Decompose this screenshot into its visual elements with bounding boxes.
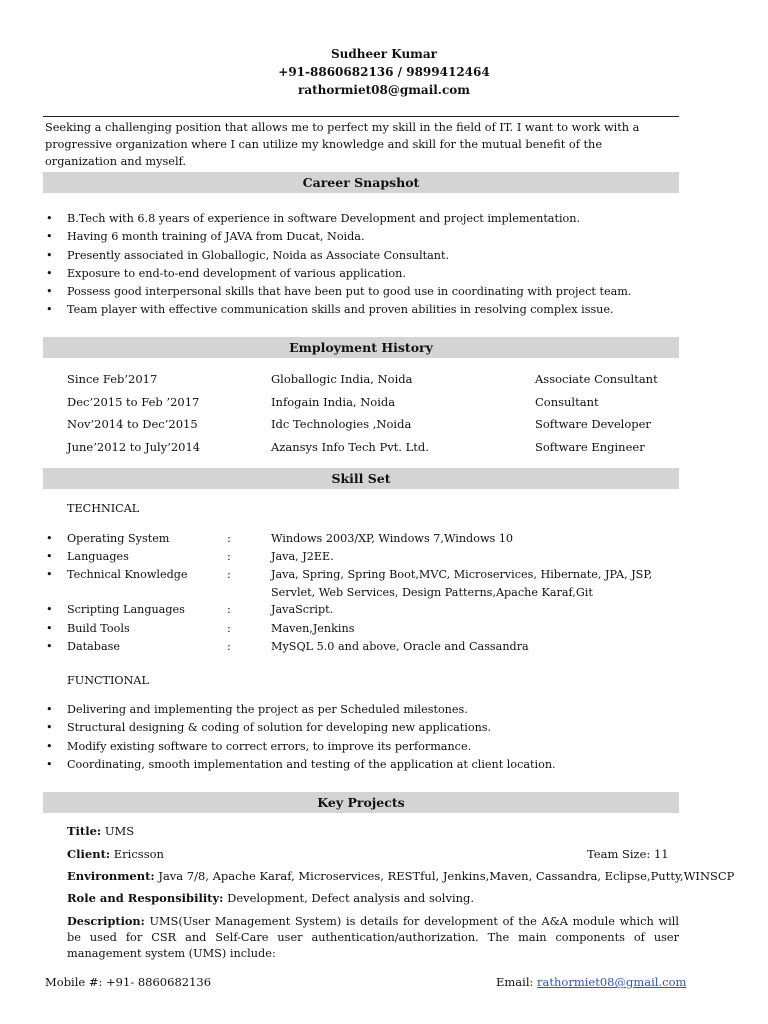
section-key-projects: Key Projects xyxy=(43,792,679,813)
bullet-icon: • xyxy=(46,550,53,563)
team-size-value: 11 xyxy=(650,847,669,861)
footer-mobile xyxy=(45,975,211,989)
employment-row xyxy=(67,372,687,392)
functional-label: FUNCTIONAL xyxy=(67,674,149,687)
project-title xyxy=(67,824,134,838)
employment-role: Software Engineer xyxy=(535,440,645,454)
skill-colon: : xyxy=(227,603,231,616)
bullet-icon: • xyxy=(46,212,53,225)
skill-value: MySQL 5.0 and above, Oracle and Cassandra xyxy=(271,640,529,653)
project-client-value: Ericsson xyxy=(110,847,164,861)
candidate-name: Sudheer Kumar xyxy=(331,47,437,61)
employment-company: Infogain India, Noida xyxy=(271,395,396,409)
employment-row xyxy=(67,440,687,460)
list-item xyxy=(43,301,683,319)
project-environment xyxy=(67,869,734,883)
list-item xyxy=(43,738,683,756)
list-item xyxy=(43,701,683,719)
bullet-icon: • xyxy=(46,532,53,545)
skill-colon: : xyxy=(227,622,231,635)
bullet-icon: • xyxy=(46,622,53,635)
career-item-text: Possess good interpersonal skills that have been put to good use in coordinating with project team. xyxy=(67,285,632,299)
bullet-icon: • xyxy=(46,757,53,771)
career-item-text: B.Tech with 6.8 years of experience in software Development and project implementation. xyxy=(67,212,581,225)
project-title-label: Title: xyxy=(67,824,102,838)
employment-row xyxy=(67,395,687,415)
list-item xyxy=(43,228,683,246)
bullet-icon: • xyxy=(46,640,53,653)
objective-statement: Seeking a challenging position that allows me to perfect my skill in the field of IT. I want to work with a progressive organization where I can utilize my knowledge and skill for the mutual benefit of the organization and myself. xyxy=(43,116,679,174)
section-skill-set: Skill Set xyxy=(43,468,679,489)
skill-key: Languages xyxy=(67,550,129,563)
mobile-label: Mobile #: xyxy=(45,975,103,989)
career-item-text: Having 6 month training of JAVA from Ducat, Noida. xyxy=(67,230,365,244)
skill-key: Database xyxy=(67,640,120,653)
employment-period: Nov’2014 to Dec’2015 xyxy=(67,417,198,431)
bullet-icon: • xyxy=(46,230,53,244)
list-item xyxy=(43,283,683,301)
bullet-icon: • xyxy=(46,603,53,616)
candidate-email: rathormiet08@gmail.com xyxy=(298,83,470,97)
bullet-icon: • xyxy=(46,285,53,299)
list-item xyxy=(43,265,683,283)
team-size-label: Team Size: xyxy=(587,847,651,861)
skill-key: Technical Knowledge xyxy=(67,568,188,581)
bullet-icon: • xyxy=(46,303,53,317)
skill-value: Maven,Jenkins xyxy=(271,622,355,635)
skill-value: JavaScript. xyxy=(271,603,334,616)
resume-header xyxy=(0,45,768,99)
role-label: Role and Responsibility: xyxy=(67,891,224,905)
list-item xyxy=(43,247,683,265)
description-label: Description: xyxy=(67,914,145,928)
project-client-label: Client: xyxy=(67,847,111,861)
bullet-icon: • xyxy=(46,568,53,581)
bullet-icon: • xyxy=(46,703,53,716)
employment-period: Since Feb’2017 xyxy=(67,372,158,386)
employment-role: Associate Consultant xyxy=(535,372,658,386)
employment-row xyxy=(67,417,687,437)
skill-colon: : xyxy=(227,532,231,545)
candidate-phone: +91-8860682136 / 9899412464 xyxy=(278,65,490,79)
list-item xyxy=(43,756,683,774)
skill-colon: : xyxy=(227,550,231,563)
employment-role: Software Developer xyxy=(535,417,651,431)
list-item xyxy=(43,719,683,737)
career-item-text: Exposure to end-to-end development of various application. xyxy=(67,266,406,280)
description-value: UMS(User Management System) is details for development of the A&A module which will be used for CSR and Self-Care user authentication/authorization. The main components of user management system (UMS) include: xyxy=(67,915,679,960)
career-item-text: Team player with effective communication skills and proven abilities in resolving complex issue. xyxy=(67,303,614,317)
section-employment-history: Employment History xyxy=(43,337,679,358)
project-client xyxy=(67,847,164,861)
email-link[interactable]: rathormiet08@gmail.com xyxy=(537,975,687,989)
project-title-value: UMS xyxy=(101,824,135,838)
functional-item-text: Delivering and implementing the project as per Scheduled milestones. xyxy=(67,703,468,716)
employment-company: Globallogic India, Noida xyxy=(271,372,413,386)
list-item xyxy=(43,210,683,228)
skill-key: Operating System xyxy=(67,532,170,545)
skill-colon: : xyxy=(227,568,231,581)
skill-value: Java, Spring, Spring Boot,MVC, Microservices, Hibernate, JPA, JSP, Servlet, Web Services, Design Patterns,Apache Karaf,Git xyxy=(271,568,653,599)
employment-period: June’2012 to July’2014 xyxy=(67,440,201,454)
project-team-size xyxy=(587,847,669,861)
skill-value: Windows 2003/XP, Windows 7,Windows 10 xyxy=(271,532,514,545)
career-list xyxy=(43,210,683,320)
employment-role: Consultant xyxy=(535,395,599,409)
functional-item-text: Modify existing software to correct errors, to improve its performance. xyxy=(67,739,472,753)
technical-label: TECHNICAL xyxy=(67,502,140,515)
environment-label: Environment: xyxy=(67,869,155,883)
bullet-icon: • xyxy=(46,721,53,735)
skill-key: Scripting Languages xyxy=(67,603,185,616)
functional-item-text: Coordinating, smooth implementation and testing of the application at client location. xyxy=(67,757,556,771)
employment-company: Azansys Info Tech Pvt. Ltd. xyxy=(271,440,429,454)
project-description xyxy=(67,913,679,962)
employment-period: Dec’2015 to Feb ’2017 xyxy=(67,395,200,409)
functional-item-text: Structural designing & coding of solution for developing new applications. xyxy=(67,721,492,735)
employment-company: Idc Technologies ,Noida xyxy=(271,417,412,431)
role-value: Development, Defect analysis and solving. xyxy=(223,891,475,905)
bullet-icon: • xyxy=(46,739,53,753)
project-role xyxy=(67,891,474,905)
skill-colon: : xyxy=(227,640,231,653)
mobile-value: +91- 8860682136 xyxy=(102,975,212,989)
footer-email xyxy=(496,975,686,989)
career-item-text: Presently associated in Globallogic, Noida as Associate Consultant. xyxy=(67,248,450,262)
footer-email-label: Email: xyxy=(496,975,534,989)
skill-value: Java, J2EE. xyxy=(271,550,334,563)
functional-list xyxy=(43,701,683,774)
bullet-icon: • xyxy=(46,248,53,262)
environment-value: Java 7/8, Apache Karaf, Microservices, RESTful, Jenkins,Maven, Cassandra, Eclipse,Putty,WINSCP xyxy=(154,869,735,883)
bullet-icon: • xyxy=(46,266,53,280)
skill-key: Build Tools xyxy=(67,622,130,635)
section-career-snapshot: Career Snapshot xyxy=(43,172,679,193)
